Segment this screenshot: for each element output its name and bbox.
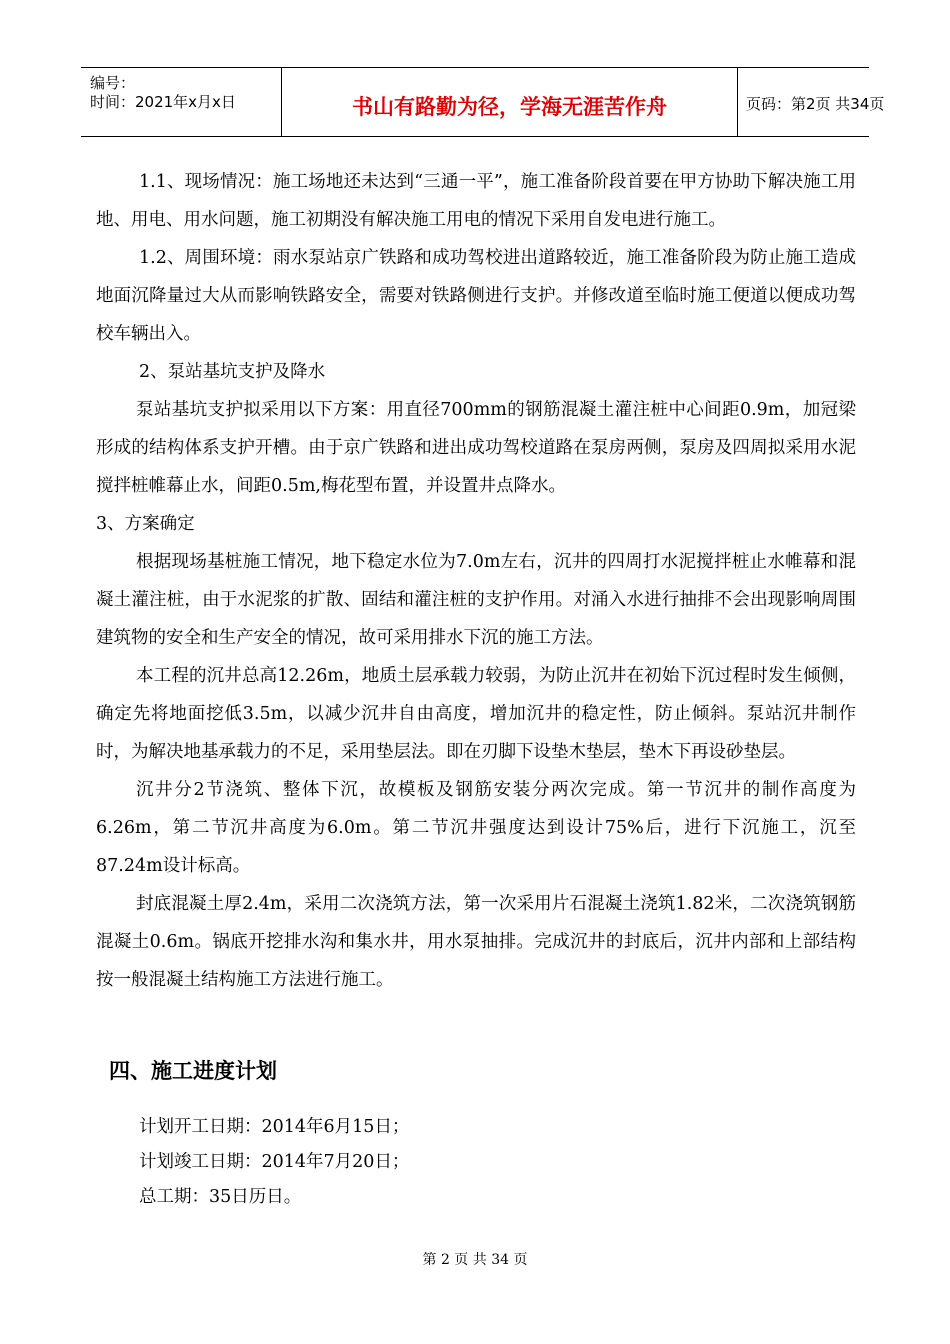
- page-footer: 第 2 页 共 34 页: [422, 1252, 528, 1268]
- number-label: 编号：: [90, 74, 136, 92]
- paragraph-pouring: 沉井分2节浇筑、整体下沉，故模板及钢筋安装分两次完成。第一节沉井的制作高度为6.26m，第二节沉井高度为6.0m。第二节沉井强度达到设计75%后，进行下沉施工，沉至87.24m设计标高。: [96, 780, 856, 876]
- header-left-cell: [81, 68, 281, 136]
- page-header: [81, 67, 885, 137]
- page-info: 页码：第2页 共34页: [746, 95, 885, 113]
- paragraph-sealing: 封底混凝土厚2.4m，采用二次浇筑方法，第一次采用片石混凝土浇筑1.82米，二次浇筑钢筋混凝土0.6m。锅底开挖排水沟和集水井，用水泵抽排。完成沉井的封底后，沉井内部和上部结构按一般混凝土结构施工方法进行施工。: [96, 894, 856, 990]
- paragraph-caisson-height: 本工程的沉井总高12.26m，地质土层承载力较弱，为防止沉井在初始下沉过程时发生倾侧，确定先将地面挖低3.5m，以减少沉井自由高度，增加沉井的稳定性，防止倾斜。泵站沉井制作时，为解决地基承载力的不足，采用垫层法。即在刃脚下设垫木垫层，垫木下再设砂垫层。: [96, 666, 856, 762]
- paragraph-groundwater: 根据现场基桩施工情况，地下稳定水位为7.0m左右，沉井的四周打水泥搅拌桩止水帷幕和混凝土灌注桩，由于水泥浆的扩散、固结和灌注桩的支护作用。对涌入水进行抽排不会出现影响周围建筑物的安全和生产安全的情况，故可采用排水下沉的施工方法。: [96, 552, 856, 648]
- header-motto-cell: [281, 68, 738, 136]
- date-label: 时间：2021年x月x日: [90, 93, 236, 111]
- heading-plan-decision: 3、方案确定: [96, 514, 195, 534]
- planned-start-date: 计划开工日期：2014年6月15日；: [139, 1117, 410, 1137]
- paragraph-site-condition: 1.1、现场情况：施工场地还未达到“三通一平”，施工准备阶段首要在甲方协助下解决施工用地、用电、用水问题，施工初期没有解决施工用电的情况下采用自发电进行施工。: [96, 172, 856, 230]
- paragraph-pit-support: 泵站基坑支护拟采用以下方案：用直径700mm的钢筋混凝土灌注桩中心间距0.9m，加冠梁形成的结构体系支护开槽。由于京广铁路和进出成功驾校道路在泵房两侧，泵房及四周拟采用水泥搅拌桩帷幕止水，间距0.5m,梅花型布置，并设置井点降水。: [96, 400, 856, 496]
- motto: 书山有路勤为径，学海无涯苦作舟: [352, 95, 667, 119]
- document-body: [96, 163, 856, 999]
- schedule-list: [139, 1110, 409, 1215]
- section-heading-schedule: 四、施工进度计划: [109, 1059, 277, 1083]
- paragraph-environment: 1.2、周围环境：雨水泵站京广铁路和成功驾校进出道路较近，施工准备阶段为防止施工造成地面沉降量过大从而影响铁路安全，需要对铁路侧进行支护。并修改道至临时施工便道以便成功驾校车辆出入。: [96, 248, 856, 344]
- header-page-cell: [737, 68, 885, 136]
- planned-end-date: 计划竣工日期：2014年7月20日；: [139, 1152, 410, 1172]
- total-duration: 总工期：35日历日。: [139, 1187, 302, 1207]
- heading-pit-support: 2、泵站基坑支护及降水: [139, 362, 326, 382]
